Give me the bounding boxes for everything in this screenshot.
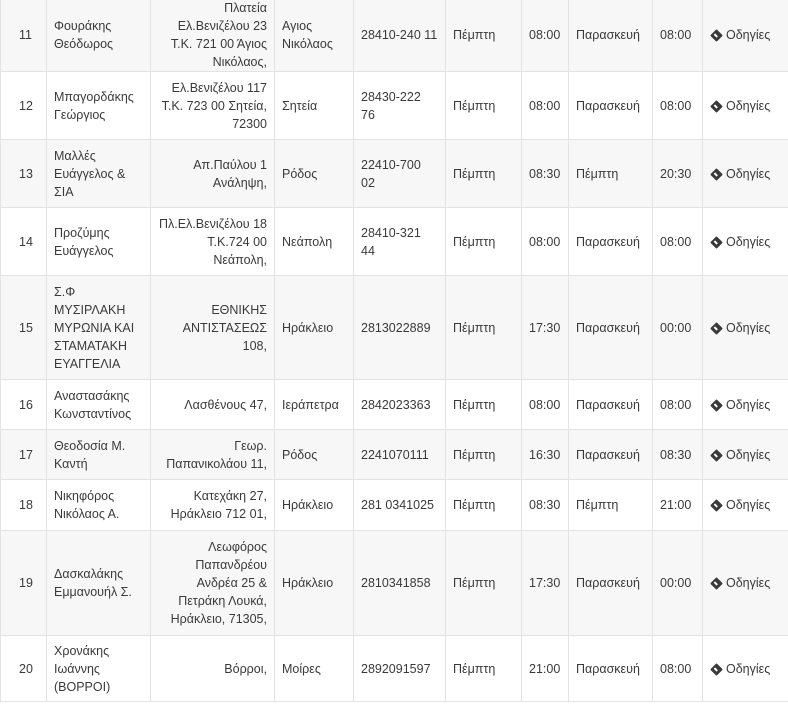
duty-start-day: Πέμπτη [446, 208, 522, 276]
pharmacy-name: Μαλλές Ευάγγελος & ΣΙΑ [47, 140, 151, 208]
duty-start-time: 17:30 [522, 531, 569, 636]
pharmacy-name: Δασκαλάκης Εμμανουήλ Σ. [47, 531, 151, 636]
duty-end-day: Παρασκευή [569, 380, 653, 430]
duty-end-time: 08:00 [653, 208, 703, 276]
duty-start-day: Πέμπτη [446, 531, 522, 636]
directions-label: Οδηγίες [726, 576, 771, 590]
pharmacy-phone: 2842023363 [354, 380, 446, 430]
pharmacy-name: Νικηφόρος Νικόλαος Α. [47, 480, 151, 531]
directions-label: Οδηγίες [726, 447, 771, 462]
pharmacy-name: Αναστασάκης Κωνσταντίνος [47, 380, 151, 430]
directions-link[interactable] [710, 321, 770, 335]
duty-start-day: Πέμπτη [446, 140, 522, 208]
directions-cell [703, 208, 788, 276]
directions-link[interactable] [710, 99, 770, 113]
duty-end-day: Παρασκευή [569, 208, 653, 276]
duty-start-time: 08:00 [522, 72, 569, 140]
directions-link[interactable] [710, 398, 770, 412]
table-row [1, 72, 788, 140]
pharmacy-name: Θεοδοσία Μ. Καντή [47, 430, 151, 480]
pharmacy-address: Πλατεία Ελ.Βενιζέλου 23 Τ.Κ. 721 00 Άγιος Νικόλαος, [151, 0, 275, 72]
row-number: 17 [1, 430, 47, 480]
duty-start-time: 08:30 [522, 140, 569, 208]
pharmacy-address: Απ.Παύλου 1 Ανάληψη, [151, 140, 275, 208]
pharmacy-phone: 2813022889 [354, 276, 446, 380]
directions-cell [703, 140, 788, 208]
pharmacy-address: Κατεχάκη 27, Ηράκλειο 712 01, [151, 480, 275, 531]
pharmacy-phone: 281 0341025 [354, 480, 446, 531]
directions-icon [710, 449, 723, 462]
duty-start-day: Πέμπτη [446, 276, 522, 380]
table-row [1, 276, 788, 380]
pharmacy-name: Φουράκης Θεόδωρος [47, 0, 151, 72]
row-number: 13 [1, 140, 47, 208]
directions-icon [710, 577, 723, 590]
pharmacy-address: Λασθένους 47, [151, 380, 275, 430]
row-number: 14 [1, 208, 47, 276]
pharmacy-city: Αγιος Νικόλαος [275, 0, 354, 72]
pharmacy-city: Σητεία [275, 72, 354, 140]
directions-icon [710, 322, 723, 335]
directions-cell [703, 531, 788, 636]
duty-start-time: 21:00 [522, 636, 569, 702]
table-row [1, 480, 788, 531]
duty-end-day: Παρασκευή [569, 72, 653, 140]
directions-cell [703, 276, 788, 380]
pharmacy-name: Προζύμης Ευάγγελος [47, 208, 151, 276]
pharmacy-address: Λεωφόρος Παπανδρέου Ανδρέα 25 & Πετράκη Λουκά, Ηράκλειο, 71305, [151, 531, 275, 636]
duty-start-time: 08:30 [522, 480, 569, 531]
directions-icon [710, 168, 723, 181]
duty-end-day: Παρασκευή [569, 276, 653, 380]
duty-end-time: 00:00 [653, 276, 703, 380]
directions-label: Οδηγίες [726, 397, 771, 412]
table-row [1, 0, 788, 72]
directions-link[interactable] [710, 167, 770, 181]
duty-start-day: Πέμπτη [446, 430, 522, 480]
pharmacy-city: Ρόδος [275, 140, 354, 208]
duty-end-time: 00:00 [653, 531, 703, 636]
row-number: 16 [1, 380, 47, 430]
table-row [1, 208, 788, 276]
directions-label: Οδηγίες [726, 661, 771, 676]
pharmacy-city: Ηράκλειο [275, 480, 354, 531]
directions-cell [703, 480, 788, 531]
duty-start-time: 08:00 [522, 208, 569, 276]
pharmacy-phone: 2892091597 [354, 636, 446, 702]
directions-cell [703, 430, 788, 480]
row-number: 15 [1, 276, 47, 380]
directions-link[interactable] [710, 662, 770, 676]
pharmacy-city: Ρόδος [275, 430, 354, 480]
duty-end-day: Παρασκευή [569, 0, 653, 72]
directions-icon [710, 399, 723, 412]
pharmacy-name: Σ.Φ ΜΥΣΙΡΛΑΚΗ ΜΥΡΩΝΙΑ ΚΑΙ ΣΤΑΜΑΤΑΚΗ ΕΥΑΓΓΕΛΙΑ [47, 276, 151, 380]
duty-start-time: 08:00 [522, 0, 569, 72]
duty-end-day: Παρασκευή [569, 531, 653, 636]
pharmacy-address: Ελ.Βενιζέλου 117 Τ.Κ. 723 00 Σητεία, 72300 [151, 72, 275, 140]
duty-end-time: 08:00 [653, 636, 703, 702]
directions-link[interactable] [710, 448, 770, 462]
pharmacy-city: Ηράκλειο [275, 531, 354, 636]
duty-end-time: 08:30 [653, 430, 703, 480]
row-number: 18 [1, 480, 47, 531]
pharmacy-name: Μπαγορδάκης Γεώργιος [47, 72, 151, 140]
table-row [1, 140, 788, 208]
duty-end-time: 08:00 [653, 0, 703, 72]
table-row [1, 430, 788, 480]
pharmacy-address: Βόρροι, [151, 636, 275, 702]
row-number: 20 [1, 636, 47, 702]
duty-end-time: 08:00 [653, 72, 703, 140]
directions-link[interactable] [710, 235, 770, 249]
pharmacy-address: ΕΘΝΙΚΗΣ ΑΝΤΙΣΤΑΣΕΩΣ 108, [151, 276, 275, 380]
directions-cell [703, 380, 788, 430]
pharmacy-address: Πλ.Ελ.Βενιζέλου 18 Τ.Κ.724 00 Νεάπολη, [151, 208, 275, 276]
directions-label: Οδηγίες [726, 166, 771, 181]
row-number: 11 [1, 0, 47, 72]
directions-label: Οδηγίες [726, 234, 771, 249]
pharmacy-name: Χρονάκης Ιωάννης (ΒΟΡΡΟΙ) [47, 636, 151, 702]
directions-label: Οδηγίες [726, 320, 771, 335]
directions-icon [710, 100, 723, 113]
directions-icon [710, 29, 723, 42]
table-row [1, 380, 788, 430]
directions-icon [710, 663, 723, 676]
directions-label: Οδηγίες [726, 28, 771, 42]
directions-link[interactable] [710, 576, 770, 590]
directions-cell [703, 72, 788, 140]
duty-start-day: Πέμπτη [446, 380, 522, 430]
pharmacy-phone: 2241070111 [354, 430, 446, 480]
table-row [1, 636, 788, 702]
duty-end-time: 21:00 [653, 480, 703, 531]
pharmacy-city: Νεάπολη [275, 208, 354, 276]
directions-cell [703, 0, 788, 72]
directions-icon [710, 236, 723, 249]
duty-end-day: Παρασκευή [569, 636, 653, 702]
duty-start-time: 16:30 [522, 430, 569, 480]
pharmacy-address: Γεωρ. Παπανικολάου 11, [151, 430, 275, 480]
directions-link[interactable] [710, 498, 770, 512]
pharmacy-phone: 28410-240 11 [354, 0, 446, 72]
duty-start-day: Πέμπτη [446, 72, 522, 140]
duty-start-time: 08:00 [522, 380, 569, 430]
duty-end-time: 08:00 [653, 380, 703, 430]
pharmacy-city: Ιεράπετρα [275, 380, 354, 430]
duty-start-time: 17:30 [522, 276, 569, 380]
directions-label: Οδηγίες [726, 498, 771, 512]
duty-end-time: 20:30 [653, 140, 703, 208]
duty-end-day: Πέμπτη [569, 140, 653, 208]
directions-cell [703, 636, 788, 702]
pharmacy-phone: 2810341858 [354, 531, 446, 636]
directions-icon [710, 499, 723, 512]
pharmacy-phone: 28410-321 44 [354, 208, 446, 276]
duty-start-day: Πέμπτη [446, 480, 522, 531]
pharmacy-city: Ηράκλειο [275, 276, 354, 380]
pharmacy-phone: 22410-700 02 [354, 140, 446, 208]
table-row [1, 531, 788, 636]
duty-start-day: Πέμπτη [446, 636, 522, 702]
pharmacy-phone: 28430-222 76 [354, 72, 446, 140]
directions-link[interactable] [710, 28, 770, 42]
duty-end-day: Πέμπτη [569, 480, 653, 531]
row-number: 19 [1, 531, 47, 636]
duty-end-day: Παρασκευή [569, 430, 653, 480]
row-number: 12 [1, 72, 47, 140]
duty-start-day: Πέμπτη [446, 0, 522, 72]
directions-label: Οδηγίες [726, 98, 771, 113]
pharmacy-city: Μοίρες [275, 636, 354, 702]
